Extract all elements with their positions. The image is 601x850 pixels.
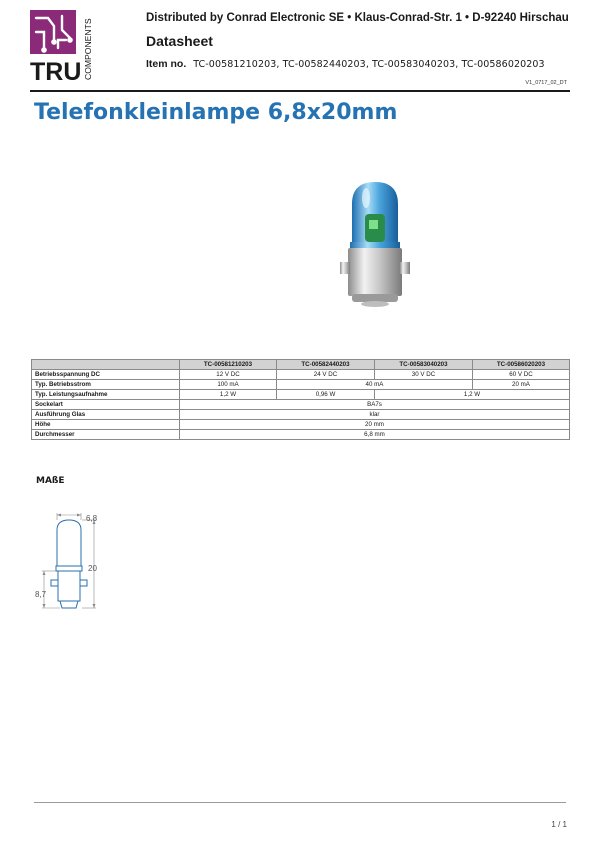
tru-components-logo	[30, 10, 100, 84]
table-cell: 30 V DC	[375, 370, 473, 380]
product-image	[330, 176, 420, 314]
dimension-label-height: 20	[88, 564, 97, 573]
version-code: V1_0717_02_DT	[525, 80, 567, 86]
table-cell: 12 V DC	[180, 370, 277, 380]
row-label: Höhe	[32, 420, 180, 430]
table-header-row	[32, 360, 570, 370]
table-cell: 60 V DC	[473, 370, 570, 380]
table-row	[32, 430, 570, 440]
row-label: Durchmesser	[32, 430, 180, 440]
column-header: TC-00581210203	[180, 360, 277, 370]
table-cell: 20 mm	[180, 420, 570, 430]
item-numbers-line	[146, 58, 545, 70]
dimension-label-diameter: 6,8	[86, 514, 98, 523]
page-title: Telefonkleinlampe 6,8x20mm	[34, 100, 398, 125]
table-row	[32, 380, 570, 390]
distributor-address: Distributed by Conrad Electronic SE • Klaus-Conrad-Str. 1 • D-92240 Hirschau	[146, 12, 569, 24]
dimension-drawing	[30, 508, 110, 618]
table-cell: klar	[180, 410, 570, 420]
spec-table	[31, 359, 570, 440]
header-divider	[30, 90, 570, 92]
table-cell: 24 V DC	[277, 370, 375, 380]
table-cell: 40 mA	[277, 380, 473, 390]
column-header: TC-00582440203	[277, 360, 375, 370]
document-type: Datasheet	[146, 33, 213, 49]
table-cell: 0,96 W	[277, 390, 375, 400]
row-label: Typ. Leistungsaufnahme	[32, 390, 180, 400]
table-cell: 1,2 W	[375, 390, 570, 400]
table-cell: 20 mA	[473, 380, 570, 390]
footer-divider	[34, 802, 566, 803]
table-row	[32, 420, 570, 430]
table-cell: BA7s	[180, 400, 570, 410]
svg-text:COMPONENTS: COMPONENTS	[83, 18, 93, 80]
row-label: Typ. Betriebsstrom	[32, 380, 180, 390]
page-number: 1 / 1	[551, 820, 567, 829]
table-row	[32, 390, 570, 400]
dimension-label-base: 8,7	[35, 590, 47, 599]
table-cell: 100 mA	[180, 380, 277, 390]
table-row	[32, 400, 570, 410]
item-label: Item no.	[146, 58, 187, 70]
table-cell: 6,8 mm	[180, 430, 570, 440]
table-cell: 1,2 W	[180, 390, 277, 400]
column-header: TC-00586020203	[473, 360, 570, 370]
row-label: Ausführung Glas	[32, 410, 180, 420]
row-label: Betriebsspannung DC	[32, 370, 180, 380]
table-header-empty	[32, 360, 180, 370]
table-row	[32, 410, 570, 420]
dimensions-heading: MAßE	[36, 476, 65, 486]
row-label: Sockelart	[32, 400, 180, 410]
column-header: TC-00583040203	[375, 360, 473, 370]
table-row	[32, 370, 570, 380]
item-numbers: TC-00581210203, TC-00582440203, TC-00583040203, TC-00586020203	[193, 59, 545, 70]
svg-text:TRU: TRU	[30, 58, 82, 84]
